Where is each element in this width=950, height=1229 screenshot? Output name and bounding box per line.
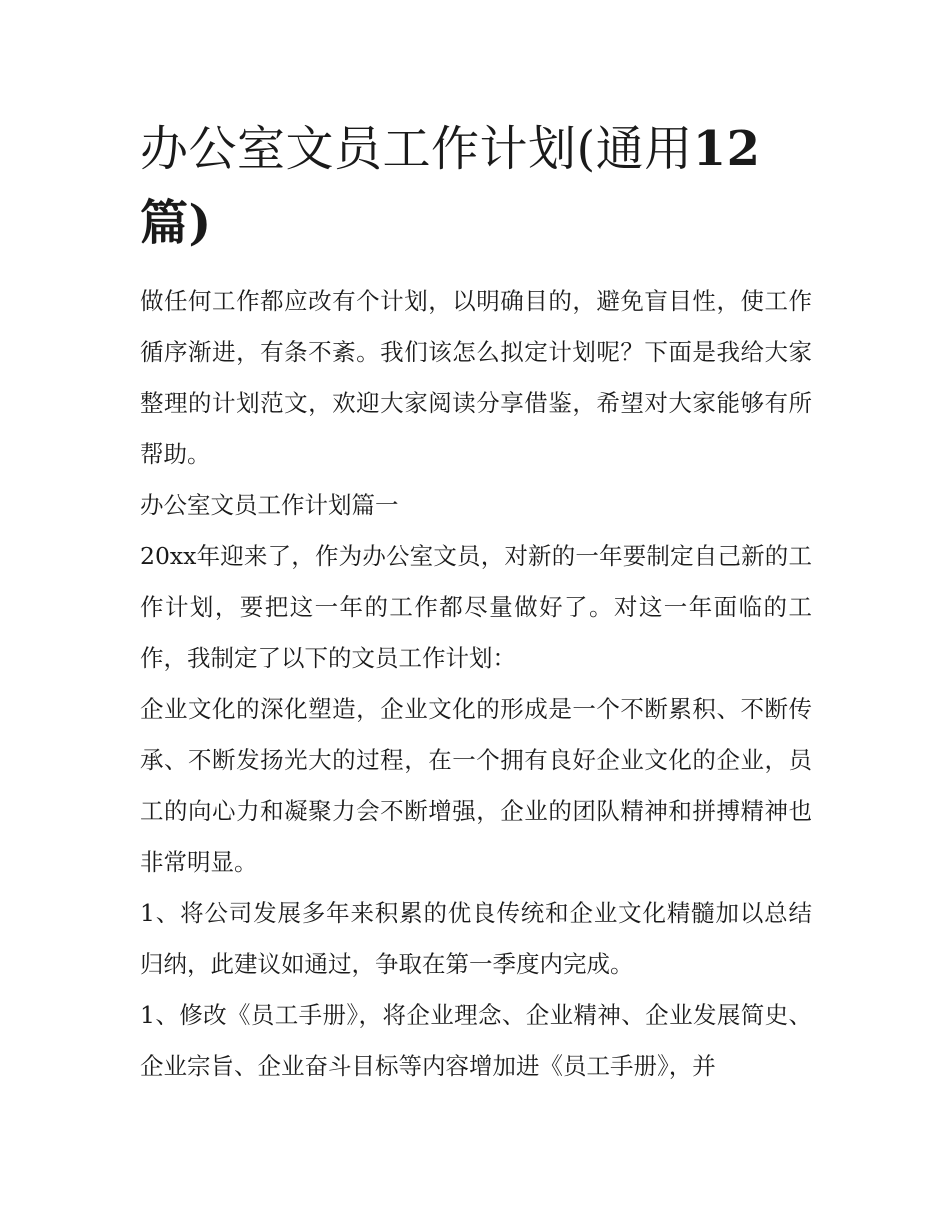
document-body: [140, 276, 812, 1092]
body-paragraph: 企业文化的深化塑造，企业文化的形成是一个不断累积、不断传承、不断发扬光大的过程，在一个拥有良好企业文化的企业，员工的向心力和凝聚力会不断增强，企业的团队精神和拼搏精神也非常明显。: [140, 695, 812, 876]
document-title: [140, 112, 812, 260]
list-item-paragraph: 1、修改《员工手册》，将企业理念、企业精神、企业发展简史、企业宗旨、企业奋斗目标等内容增加进《员工手册》，并: [140, 1001, 812, 1080]
body-paragraph: 20xx年迎来了，作为办公室文员，对新的一年要制定自己新的工作计划，要把这一年的工作都尽量做好了。对这一年面临的工作，我制定了以下的文员工作计划：: [140, 542, 812, 672]
intro-paragraph: 做任何工作都应改有个计划，以明确目的，避免盲目性，使工作循序渐进，有条不紊。我们该怎么拟定计划呢？下面是我给大家整理的计划范文，欢迎大家阅读分享借鉴，希望对大家能够有所帮助。: [140, 287, 812, 468]
list-item-paragraph: 1、将公司发展多年来积累的优良传统和企业文化精髓加以总结归纳，此建议如通过，争取在第一季度内完成。: [140, 899, 812, 978]
title-main-text: 办公室文员工作计划(通用: [140, 121, 693, 177]
document-page: [140, 112, 812, 1092]
title-count-text: 12篇): [140, 121, 761, 251]
section-heading: 办公室文员工作计划篇一: [140, 491, 399, 519]
